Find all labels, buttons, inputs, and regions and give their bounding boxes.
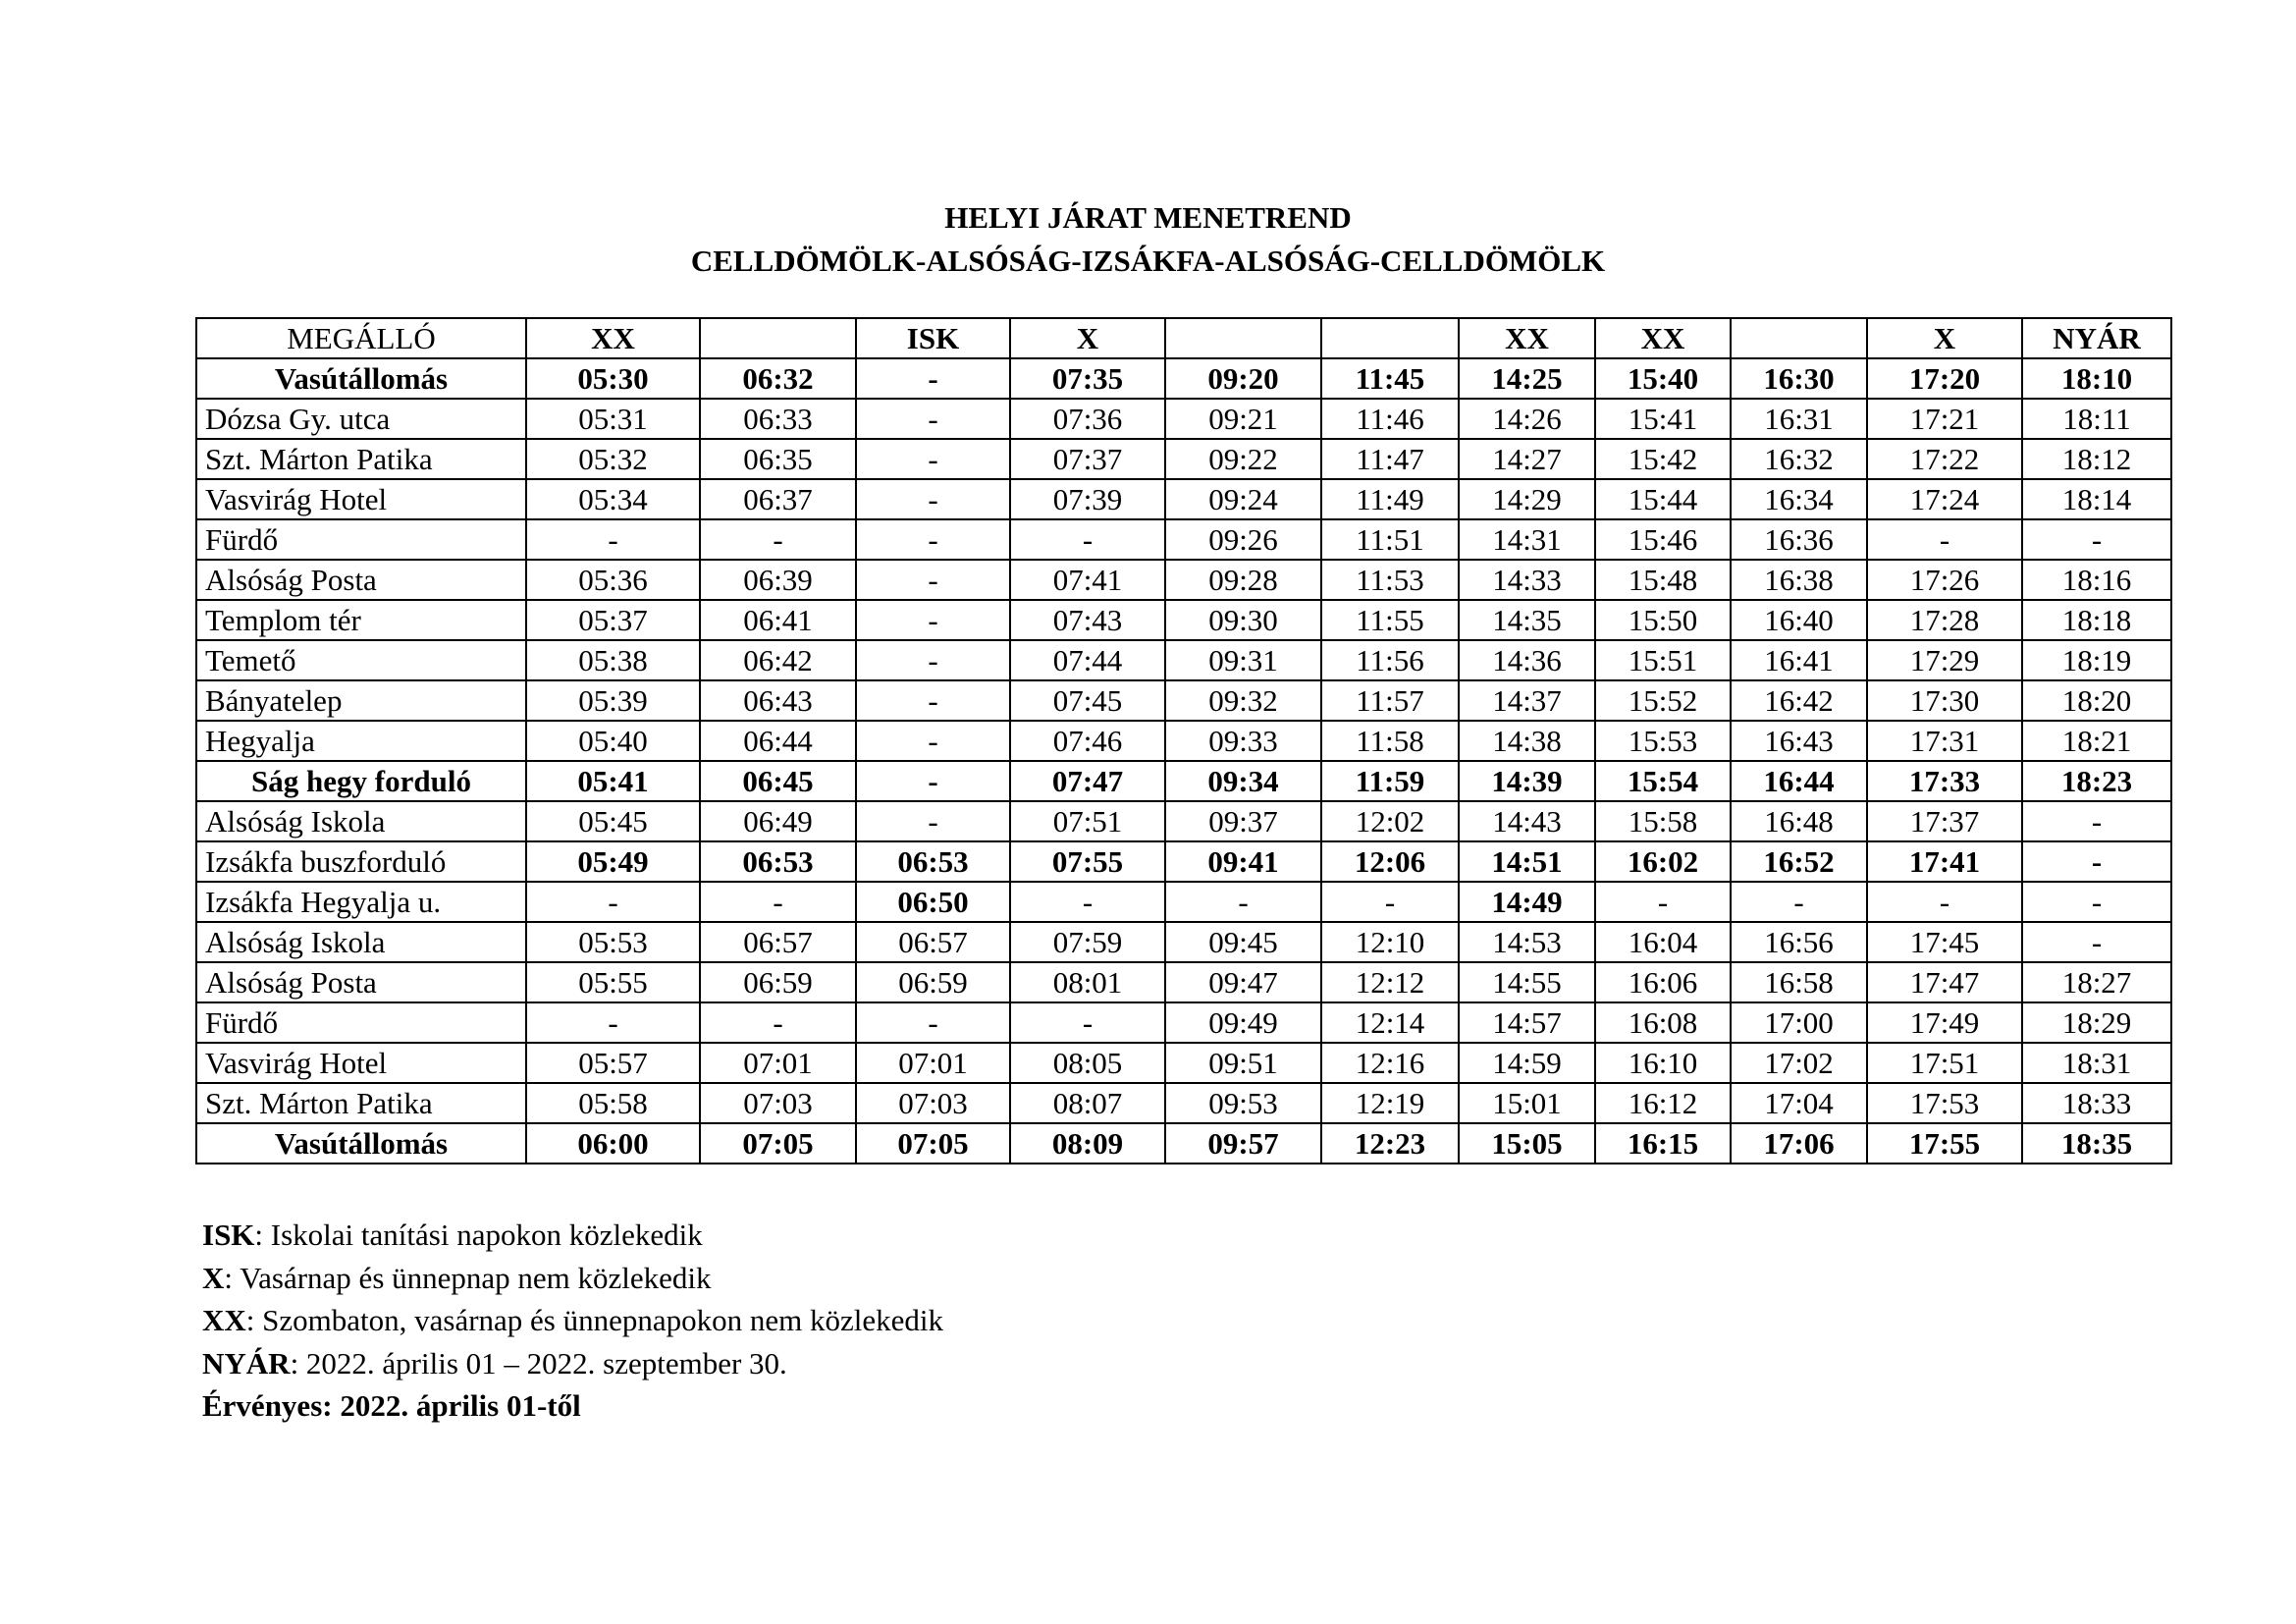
- departure-time: 15:44: [1595, 479, 1731, 519]
- departure-time: 14:51: [1459, 841, 1595, 882]
- table-header-row: [196, 318, 2171, 358]
- departure-time: 16:44: [1731, 761, 1867, 801]
- departure-time: 07:36: [1010, 399, 1165, 439]
- departure-time: 05:32: [526, 439, 700, 479]
- departure-time: -: [700, 1002, 856, 1043]
- departure-time: 17:30: [1867, 680, 2022, 721]
- departure-time: 06:42: [700, 640, 856, 680]
- departure-time: 16:12: [1595, 1083, 1731, 1123]
- header-service-4: X: [1010, 318, 1165, 358]
- stop-name: Bányatelep: [196, 680, 526, 721]
- departure-time: 06:53: [700, 841, 856, 882]
- departure-time: 15:01: [1459, 1083, 1595, 1123]
- departure-time: 17:28: [1867, 600, 2022, 640]
- departure-time: 16:40: [1731, 600, 1867, 640]
- table-row: [196, 841, 2171, 882]
- departure-time: 09:51: [1165, 1043, 1321, 1083]
- departure-time: 07:46: [1010, 721, 1165, 761]
- departure-time: 15:58: [1595, 801, 1731, 841]
- departure-time: 14:31: [1459, 519, 1595, 560]
- departure-time: 08:07: [1010, 1083, 1165, 1123]
- departure-time: 06:33: [700, 399, 856, 439]
- departure-time: -: [1321, 882, 1459, 922]
- departure-time: 11:58: [1321, 721, 1459, 761]
- legend-items: [202, 1214, 943, 1384]
- departure-time: -: [2022, 841, 2171, 882]
- departure-time: 16:56: [1731, 922, 1867, 962]
- departure-time: 07:01: [700, 1043, 856, 1083]
- departure-time: 05:41: [526, 761, 700, 801]
- departure-time: -: [856, 1002, 1010, 1043]
- departure-time: 09:37: [1165, 801, 1321, 841]
- departure-time: 18:35: [2022, 1123, 2171, 1164]
- departure-time: 06:43: [700, 680, 856, 721]
- departure-time: 05:31: [526, 399, 700, 439]
- stop-name: Alsóság Posta: [196, 560, 526, 600]
- departure-time: -: [2022, 882, 2171, 922]
- departure-time: 14:57: [1459, 1002, 1595, 1043]
- departure-time: 17:31: [1867, 721, 2022, 761]
- departure-time: 09:20: [1165, 358, 1321, 399]
- departure-time: 09:31: [1165, 640, 1321, 680]
- departure-time: 16:08: [1595, 1002, 1731, 1043]
- departure-time: 14:27: [1459, 439, 1595, 479]
- departure-time: 11:57: [1321, 680, 1459, 721]
- departure-time: 06:49: [700, 801, 856, 841]
- table-row: [196, 600, 2171, 640]
- departure-time: 16:43: [1731, 721, 1867, 761]
- table-row: [196, 761, 2171, 801]
- table-row: [196, 922, 2171, 962]
- departure-time: -: [1867, 882, 2022, 922]
- legend-key: ISK: [202, 1218, 255, 1252]
- page-title: [0, 196, 2296, 283]
- departure-time: 15:50: [1595, 600, 1731, 640]
- stop-name: Hegyalja: [196, 721, 526, 761]
- stop-name: Fürdő: [196, 519, 526, 560]
- departure-time: -: [1165, 882, 1321, 922]
- departure-time: 14:36: [1459, 640, 1595, 680]
- departure-time: 16:42: [1731, 680, 1867, 721]
- departure-time: 17:55: [1867, 1123, 2022, 1164]
- departure-time: 11:47: [1321, 439, 1459, 479]
- departure-time: 06:32: [700, 358, 856, 399]
- departure-time: -: [856, 439, 1010, 479]
- departure-time: 18:16: [2022, 560, 2171, 600]
- departure-time: 05:37: [526, 600, 700, 640]
- departure-time: 16:15: [1595, 1123, 1731, 1164]
- table-row: [196, 882, 2171, 922]
- departure-time: 15:41: [1595, 399, 1731, 439]
- departure-time: 17:20: [1867, 358, 2022, 399]
- departure-time: 15:51: [1595, 640, 1731, 680]
- stop-name: Vasvirág Hotel: [196, 1043, 526, 1083]
- departure-time: -: [526, 1002, 700, 1043]
- departure-time: 09:28: [1165, 560, 1321, 600]
- table-row: [196, 801, 2171, 841]
- departure-time: 14:25: [1459, 358, 1595, 399]
- departure-time: -: [856, 519, 1010, 560]
- departure-time: 15:54: [1595, 761, 1731, 801]
- departure-time: 18:10: [2022, 358, 2171, 399]
- legend: [202, 1214, 943, 1428]
- departure-time: 18:12: [2022, 439, 2171, 479]
- legend-key: X: [202, 1260, 225, 1295]
- departure-time: 06:39: [700, 560, 856, 600]
- departure-time: 16:48: [1731, 801, 1867, 841]
- departure-time: 18:21: [2022, 721, 2171, 761]
- table-row: [196, 358, 2171, 399]
- departure-time: 16:30: [1731, 358, 1867, 399]
- departure-time: -: [1595, 882, 1731, 922]
- departure-time: -: [856, 399, 1010, 439]
- timetable: [195, 317, 2172, 1164]
- departure-time: 09:49: [1165, 1002, 1321, 1043]
- departure-time: -: [856, 560, 1010, 600]
- departure-time: 11:49: [1321, 479, 1459, 519]
- departure-time: 07:55: [1010, 841, 1165, 882]
- departure-time: -: [700, 882, 856, 922]
- departure-time: -: [526, 882, 700, 922]
- departure-time: 07:05: [856, 1123, 1010, 1164]
- departure-time: 18:27: [2022, 962, 2171, 1002]
- departure-time: 07:59: [1010, 922, 1165, 962]
- departure-time: 09:33: [1165, 721, 1321, 761]
- table-row: [196, 1043, 2171, 1083]
- departure-time: 12:16: [1321, 1043, 1459, 1083]
- departure-time: 14:38: [1459, 721, 1595, 761]
- departure-time: 12:02: [1321, 801, 1459, 841]
- departure-time: 17:49: [1867, 1002, 2022, 1043]
- departure-time: 07:43: [1010, 600, 1165, 640]
- departure-time: 09:32: [1165, 680, 1321, 721]
- departure-time: 05:53: [526, 922, 700, 962]
- departure-time: 17:53: [1867, 1083, 2022, 1123]
- departure-time: 16:58: [1731, 962, 1867, 1002]
- legend-text: : Vasárnap és ünnepnap nem közlekedik: [224, 1260, 712, 1295]
- header-service-9: [1731, 318, 1867, 358]
- departure-time: 17:22: [1867, 439, 2022, 479]
- departure-time: 17:51: [1867, 1043, 2022, 1083]
- departure-time: 14:39: [1459, 761, 1595, 801]
- departure-time: 16:02: [1595, 841, 1731, 882]
- departure-time: -: [856, 801, 1010, 841]
- departure-time: -: [856, 358, 1010, 399]
- departure-time: 14:37: [1459, 680, 1595, 721]
- stop-name: Alsóság Posta: [196, 962, 526, 1002]
- departure-time: -: [2022, 801, 2171, 841]
- departure-time: 17:21: [1867, 399, 2022, 439]
- departure-time: -: [526, 519, 700, 560]
- departure-time: -: [1010, 519, 1165, 560]
- departure-time: 09:21: [1165, 399, 1321, 439]
- departure-time: 14:49: [1459, 882, 1595, 922]
- departure-time: 17:41: [1867, 841, 2022, 882]
- header-stop: MEGÁLLÓ: [196, 318, 526, 358]
- departure-time: 14:29: [1459, 479, 1595, 519]
- departure-time: 05:45: [526, 801, 700, 841]
- stop-name: Alsóság Iskola: [196, 801, 526, 841]
- table-row: [196, 1083, 2171, 1123]
- departure-time: 12:06: [1321, 841, 1459, 882]
- table-row: [196, 1123, 2171, 1164]
- legend-line: [202, 1257, 943, 1300]
- departure-time: 16:04: [1595, 922, 1731, 962]
- departure-time: 12:23: [1321, 1123, 1459, 1164]
- departure-time: 16:32: [1731, 439, 1867, 479]
- departure-time: 08:01: [1010, 962, 1165, 1002]
- departure-time: -: [856, 600, 1010, 640]
- departure-time: 09:45: [1165, 922, 1321, 962]
- legend-text: : Szombaton, vasárnap és ünnepnapokon nem közlekedik: [245, 1303, 944, 1337]
- departure-time: -: [1867, 519, 2022, 560]
- departure-time: -: [2022, 519, 2171, 560]
- departure-time: 12:14: [1321, 1002, 1459, 1043]
- header-service-7: XX: [1459, 318, 1595, 358]
- departure-time: 06:53: [856, 841, 1010, 882]
- table-row: [196, 399, 2171, 439]
- departure-time: 17:00: [1731, 1002, 1867, 1043]
- table-row: [196, 640, 2171, 680]
- departure-time: 14:53: [1459, 922, 1595, 962]
- departure-time: 14:59: [1459, 1043, 1595, 1083]
- departure-time: 11:46: [1321, 399, 1459, 439]
- departure-time: 05:49: [526, 841, 700, 882]
- departure-time: -: [1731, 882, 1867, 922]
- departure-time: 06:50: [856, 882, 1010, 922]
- legend-text: : Iskolai tanítási napokon közlekedik: [254, 1218, 703, 1252]
- departure-time: 09:30: [1165, 600, 1321, 640]
- departure-time: 12:10: [1321, 922, 1459, 962]
- legend-key: NYÁR: [202, 1345, 291, 1380]
- table-row: [196, 680, 2171, 721]
- departure-time: 05:39: [526, 680, 700, 721]
- departure-time: 17:02: [1731, 1043, 1867, 1083]
- departure-time: 15:40: [1595, 358, 1731, 399]
- header-service-11: NYÁR: [2022, 318, 2171, 358]
- stop-name: Vasútállomás: [196, 358, 526, 399]
- departure-time: 09:47: [1165, 962, 1321, 1002]
- departure-time: 09:24: [1165, 479, 1321, 519]
- departure-time: 14:43: [1459, 801, 1595, 841]
- departure-time: 17:24: [1867, 479, 2022, 519]
- departure-time: 06:37: [700, 479, 856, 519]
- departure-time: 11:53: [1321, 560, 1459, 600]
- departure-time: -: [700, 519, 856, 560]
- departure-time: 07:51: [1010, 801, 1165, 841]
- table-body: [196, 358, 2171, 1164]
- departure-time: 05:57: [526, 1043, 700, 1083]
- departure-time: 18:29: [2022, 1002, 2171, 1043]
- stop-name: Szt. Márton Patika: [196, 1083, 526, 1123]
- stop-name: Vasvirág Hotel: [196, 479, 526, 519]
- legend-text: : 2022. április 01 – 2022. szeptember 30.: [290, 1345, 787, 1380]
- departure-time: 15:42: [1595, 439, 1731, 479]
- departure-time: 11:51: [1321, 519, 1459, 560]
- departure-time: 05:38: [526, 640, 700, 680]
- departure-time: 08:05: [1010, 1043, 1165, 1083]
- header-service-1: XX: [526, 318, 700, 358]
- stop-name: Szt. Márton Patika: [196, 439, 526, 479]
- departure-time: 09:22: [1165, 439, 1321, 479]
- departure-time: 07:03: [856, 1083, 1010, 1123]
- departure-time: 17:29: [1867, 640, 2022, 680]
- table-row: [196, 1002, 2171, 1043]
- departure-time: 16:41: [1731, 640, 1867, 680]
- departure-time: 17:37: [1867, 801, 2022, 841]
- departure-time: 06:59: [856, 962, 1010, 1002]
- departure-time: 07:35: [1010, 358, 1165, 399]
- departure-time: -: [856, 721, 1010, 761]
- departure-time: 05:58: [526, 1083, 700, 1123]
- departure-time: 09:41: [1165, 841, 1321, 882]
- departure-time: -: [2022, 922, 2171, 962]
- departure-time: 15:46: [1595, 519, 1731, 560]
- departure-time: 18:33: [2022, 1083, 2171, 1123]
- departure-time: 15:53: [1595, 721, 1731, 761]
- header-service-6: [1321, 318, 1459, 358]
- departure-time: -: [1010, 1002, 1165, 1043]
- departure-time: 18:14: [2022, 479, 2171, 519]
- departure-time: 06:41: [700, 600, 856, 640]
- departure-time: 12:12: [1321, 962, 1459, 1002]
- departure-time: 09:53: [1165, 1083, 1321, 1123]
- departure-time: -: [856, 640, 1010, 680]
- departure-time: 11:56: [1321, 640, 1459, 680]
- stop-name: Temető: [196, 640, 526, 680]
- departure-time: 17:45: [1867, 922, 2022, 962]
- legend-line: [202, 1299, 943, 1342]
- departure-time: 09:34: [1165, 761, 1321, 801]
- departure-time: 06:00: [526, 1123, 700, 1164]
- departure-time: 07:45: [1010, 680, 1165, 721]
- departure-time: 14:26: [1459, 399, 1595, 439]
- departure-time: 16:34: [1731, 479, 1867, 519]
- departure-time: 18:31: [2022, 1043, 2171, 1083]
- departure-time: 17:26: [1867, 560, 2022, 600]
- table-row: [196, 479, 2171, 519]
- stop-name: Alsóság Iskola: [196, 922, 526, 962]
- departure-time: 06:59: [700, 962, 856, 1002]
- departure-time: 09:57: [1165, 1123, 1321, 1164]
- departure-time: 15:52: [1595, 680, 1731, 721]
- departure-time: 14:55: [1459, 962, 1595, 1002]
- departure-time: 14:35: [1459, 600, 1595, 640]
- departure-time: 18:19: [2022, 640, 2171, 680]
- table-row: [196, 962, 2171, 1002]
- stop-name: Izsákfa buszforduló: [196, 841, 526, 882]
- stop-name: Vasútállomás: [196, 1123, 526, 1164]
- departure-time: 12:19: [1321, 1083, 1459, 1123]
- departure-time: 14:33: [1459, 560, 1595, 600]
- departure-time: 11:55: [1321, 600, 1459, 640]
- departure-time: -: [856, 680, 1010, 721]
- departure-time: 05:34: [526, 479, 700, 519]
- departure-time: 17:04: [1731, 1083, 1867, 1123]
- stop-name: Templom tér: [196, 600, 526, 640]
- departure-time: 16:38: [1731, 560, 1867, 600]
- departure-time: 11:45: [1321, 358, 1459, 399]
- departure-time: 17:33: [1867, 761, 2022, 801]
- departure-time: 18:20: [2022, 680, 2171, 721]
- departure-time: 08:09: [1010, 1123, 1165, 1164]
- header-service-10: X: [1867, 318, 2022, 358]
- departure-time: 11:59: [1321, 761, 1459, 801]
- legend-line: [202, 1342, 943, 1385]
- legend-key: XX: [202, 1303, 246, 1337]
- departure-time: 17:06: [1731, 1123, 1867, 1164]
- departure-time: 06:45: [700, 761, 856, 801]
- title-line-1: HELYI JÁRAT MENETREND: [944, 200, 1352, 235]
- stop-name: Dózsa Gy. utca: [196, 399, 526, 439]
- departure-time: 06:57: [700, 922, 856, 962]
- departure-time: 17:47: [1867, 962, 2022, 1002]
- departure-time: 07:03: [700, 1083, 856, 1123]
- departure-time: 07:47: [1010, 761, 1165, 801]
- departure-time: 07:44: [1010, 640, 1165, 680]
- departure-time: -: [856, 761, 1010, 801]
- departure-time: -: [1010, 882, 1165, 922]
- departure-time: 15:48: [1595, 560, 1731, 600]
- departure-time: 06:57: [856, 922, 1010, 962]
- departure-time: 05:36: [526, 560, 700, 600]
- stop-name: Fürdő: [196, 1002, 526, 1043]
- departure-time: 07:39: [1010, 479, 1165, 519]
- departure-time: 18:11: [2022, 399, 2171, 439]
- departure-time: 05:40: [526, 721, 700, 761]
- stop-name: Izsákfa Hegyalja u.: [196, 882, 526, 922]
- departure-time: 16:31: [1731, 399, 1867, 439]
- stop-name: Ság hegy forduló: [196, 761, 526, 801]
- departure-time: 07:05: [700, 1123, 856, 1164]
- departure-time: 07:41: [1010, 560, 1165, 600]
- legend-line: [202, 1214, 943, 1257]
- departure-time: 15:05: [1459, 1123, 1595, 1164]
- departure-time: 18:23: [2022, 761, 2171, 801]
- departure-time: 06:44: [700, 721, 856, 761]
- title-line-2: CELLDÖMÖLK-ALSÓSÁG-IZSÁKFA-ALSÓSÁG-CELLDÖMÖLK: [690, 244, 1606, 278]
- table-row: [196, 721, 2171, 761]
- departure-time: 05:30: [526, 358, 700, 399]
- table-row: [196, 519, 2171, 560]
- departure-time: 06:35: [700, 439, 856, 479]
- departure-time: 18:18: [2022, 600, 2171, 640]
- departure-time: 16:06: [1595, 962, 1731, 1002]
- departure-time: 16:36: [1731, 519, 1867, 560]
- header-service-5: [1165, 318, 1321, 358]
- validity-note: Érvényes: 2022. április 01-től: [202, 1388, 581, 1423]
- table-row: [196, 560, 2171, 600]
- departure-time: 09:26: [1165, 519, 1321, 560]
- header-service-3: ISK: [856, 318, 1010, 358]
- header-service-8: XX: [1595, 318, 1731, 358]
- departure-time: 07:37: [1010, 439, 1165, 479]
- departure-time: -: [856, 479, 1010, 519]
- header-service-2: [700, 318, 856, 358]
- departure-time: 07:01: [856, 1043, 1010, 1083]
- departure-time: 16:52: [1731, 841, 1867, 882]
- departure-time: 05:55: [526, 962, 700, 1002]
- table-row: [196, 439, 2171, 479]
- departure-time: 16:10: [1595, 1043, 1731, 1083]
